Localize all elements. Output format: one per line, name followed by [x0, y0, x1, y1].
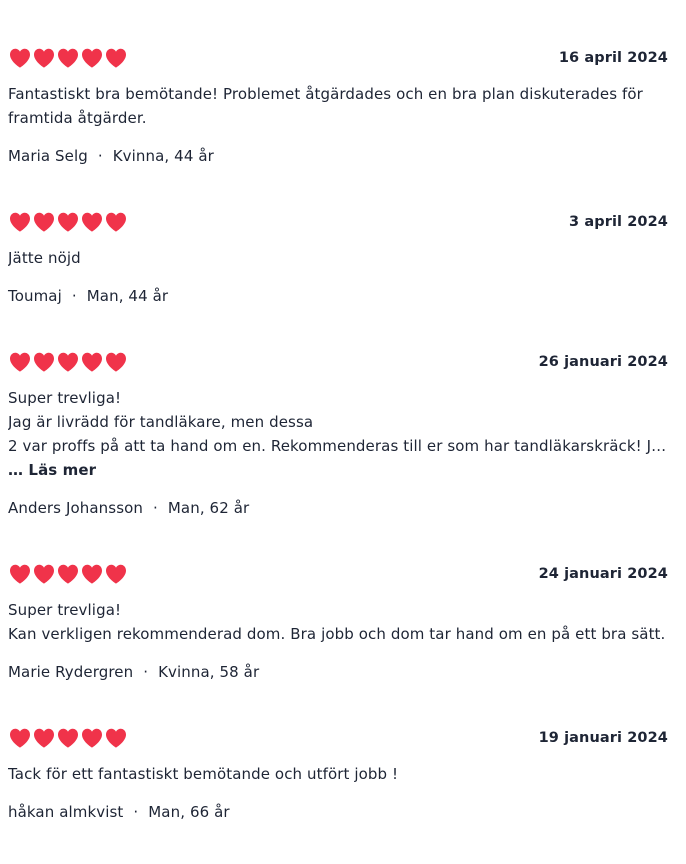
review-text-line: Super trevliga! [8, 601, 122, 619]
rating-hearts [8, 350, 128, 374]
review-date: 19 januari 2024 [538, 730, 668, 746]
author-separator: · [97, 147, 103, 165]
author-separator: · [143, 663, 149, 681]
heart-icon [104, 46, 128, 70]
heart-icon [80, 562, 104, 586]
author-separator: · [153, 499, 158, 517]
review-text [8, 246, 668, 270]
author-demographic: Kvinna, 58 år [158, 663, 260, 681]
heart-icon [32, 46, 56, 70]
heart-icon [104, 350, 128, 374]
author-demographic: Man, 62 år [167, 499, 250, 517]
review-text-line: Kan verkligen rekommenderad dom. Bra jobb och dom tar hand om en på ett bra sätt. [8, 625, 666, 643]
review-header [8, 560, 668, 588]
heart-icon [104, 726, 128, 750]
heart-icon [8, 350, 32, 374]
review-date: 16 april 2024 [558, 50, 668, 66]
review-header [8, 348, 668, 376]
review-list [8, 44, 668, 864]
heart-icon [8, 726, 32, 750]
review-item [8, 560, 668, 682]
heart-icon [8, 46, 32, 70]
heart-icon [104, 562, 128, 586]
review-author [8, 662, 668, 682]
review-header [8, 44, 668, 72]
heart-icon [80, 210, 104, 234]
rating-hearts [8, 46, 128, 70]
author-demographic: Kvinna, 44 år [112, 147, 214, 165]
heart-icon [32, 350, 56, 374]
author-demographic: Man, 44 år [86, 287, 169, 305]
review-text-line: Fantastiskt bra bemötande! Problemet åtgärdades och en bra plan diskuterades för [8, 85, 643, 103]
review-author [8, 286, 668, 306]
review-text-line: framtida åtgärder. [8, 109, 147, 127]
review-item [8, 44, 668, 166]
rating-hearts [8, 210, 128, 234]
review-text-line: Jätte nöjd [8, 249, 81, 267]
review-text [8, 82, 668, 130]
review-text-line: Super trevliga! [8, 389, 122, 407]
review-text-line: 2 var proffs på att ta hand om en. Rekommenderas till er som har tandläkarskräck! J… [8, 437, 667, 455]
review-author [8, 498, 668, 518]
heart-icon [56, 350, 80, 374]
review-text [8, 598, 668, 646]
heart-icon [32, 562, 56, 586]
review-header [8, 724, 668, 752]
heart-icon [56, 726, 80, 750]
review-item [8, 208, 668, 306]
author-name: Toumaj [8, 287, 62, 305]
heart-icon [32, 210, 56, 234]
rating-hearts [8, 726, 128, 750]
author-separator: · [71, 287, 77, 305]
author-name: Marie Rydergren [8, 663, 134, 681]
rating-hearts [8, 562, 128, 586]
heart-icon [56, 46, 80, 70]
review-author [8, 802, 668, 822]
author-name: Anders Johansson [8, 499, 143, 517]
review-text-line: Jag är livrädd för tandläkare, men dessa [8, 413, 314, 431]
author-demographic: Man, 66 år [148, 803, 230, 821]
review-text [8, 762, 668, 786]
heart-icon [56, 210, 80, 234]
heart-icon [8, 210, 32, 234]
author-name: Maria Selg [8, 147, 88, 165]
heart-icon [32, 726, 56, 750]
heart-icon [8, 562, 32, 586]
heart-icon [80, 350, 104, 374]
author-separator: · [133, 803, 139, 821]
review-date: 24 januari 2024 [538, 566, 668, 582]
review-author [8, 146, 668, 166]
heart-icon [80, 46, 104, 70]
review-text-line: Tack för ett fantastiskt bemötande och utfört jobb ! [8, 765, 399, 783]
review-item [8, 348, 668, 518]
review-item [8, 724, 668, 822]
heart-icon [80, 726, 104, 750]
author-name: håkan almkvist [8, 803, 124, 821]
review-date: 3 april 2024 [569, 214, 668, 230]
read-more-link[interactable]: … Läs mer [8, 461, 97, 479]
review-header [8, 208, 668, 236]
heart-icon [56, 562, 80, 586]
review-text [8, 386, 668, 482]
review-date: 26 januari 2024 [538, 354, 668, 370]
heart-icon [104, 210, 128, 234]
